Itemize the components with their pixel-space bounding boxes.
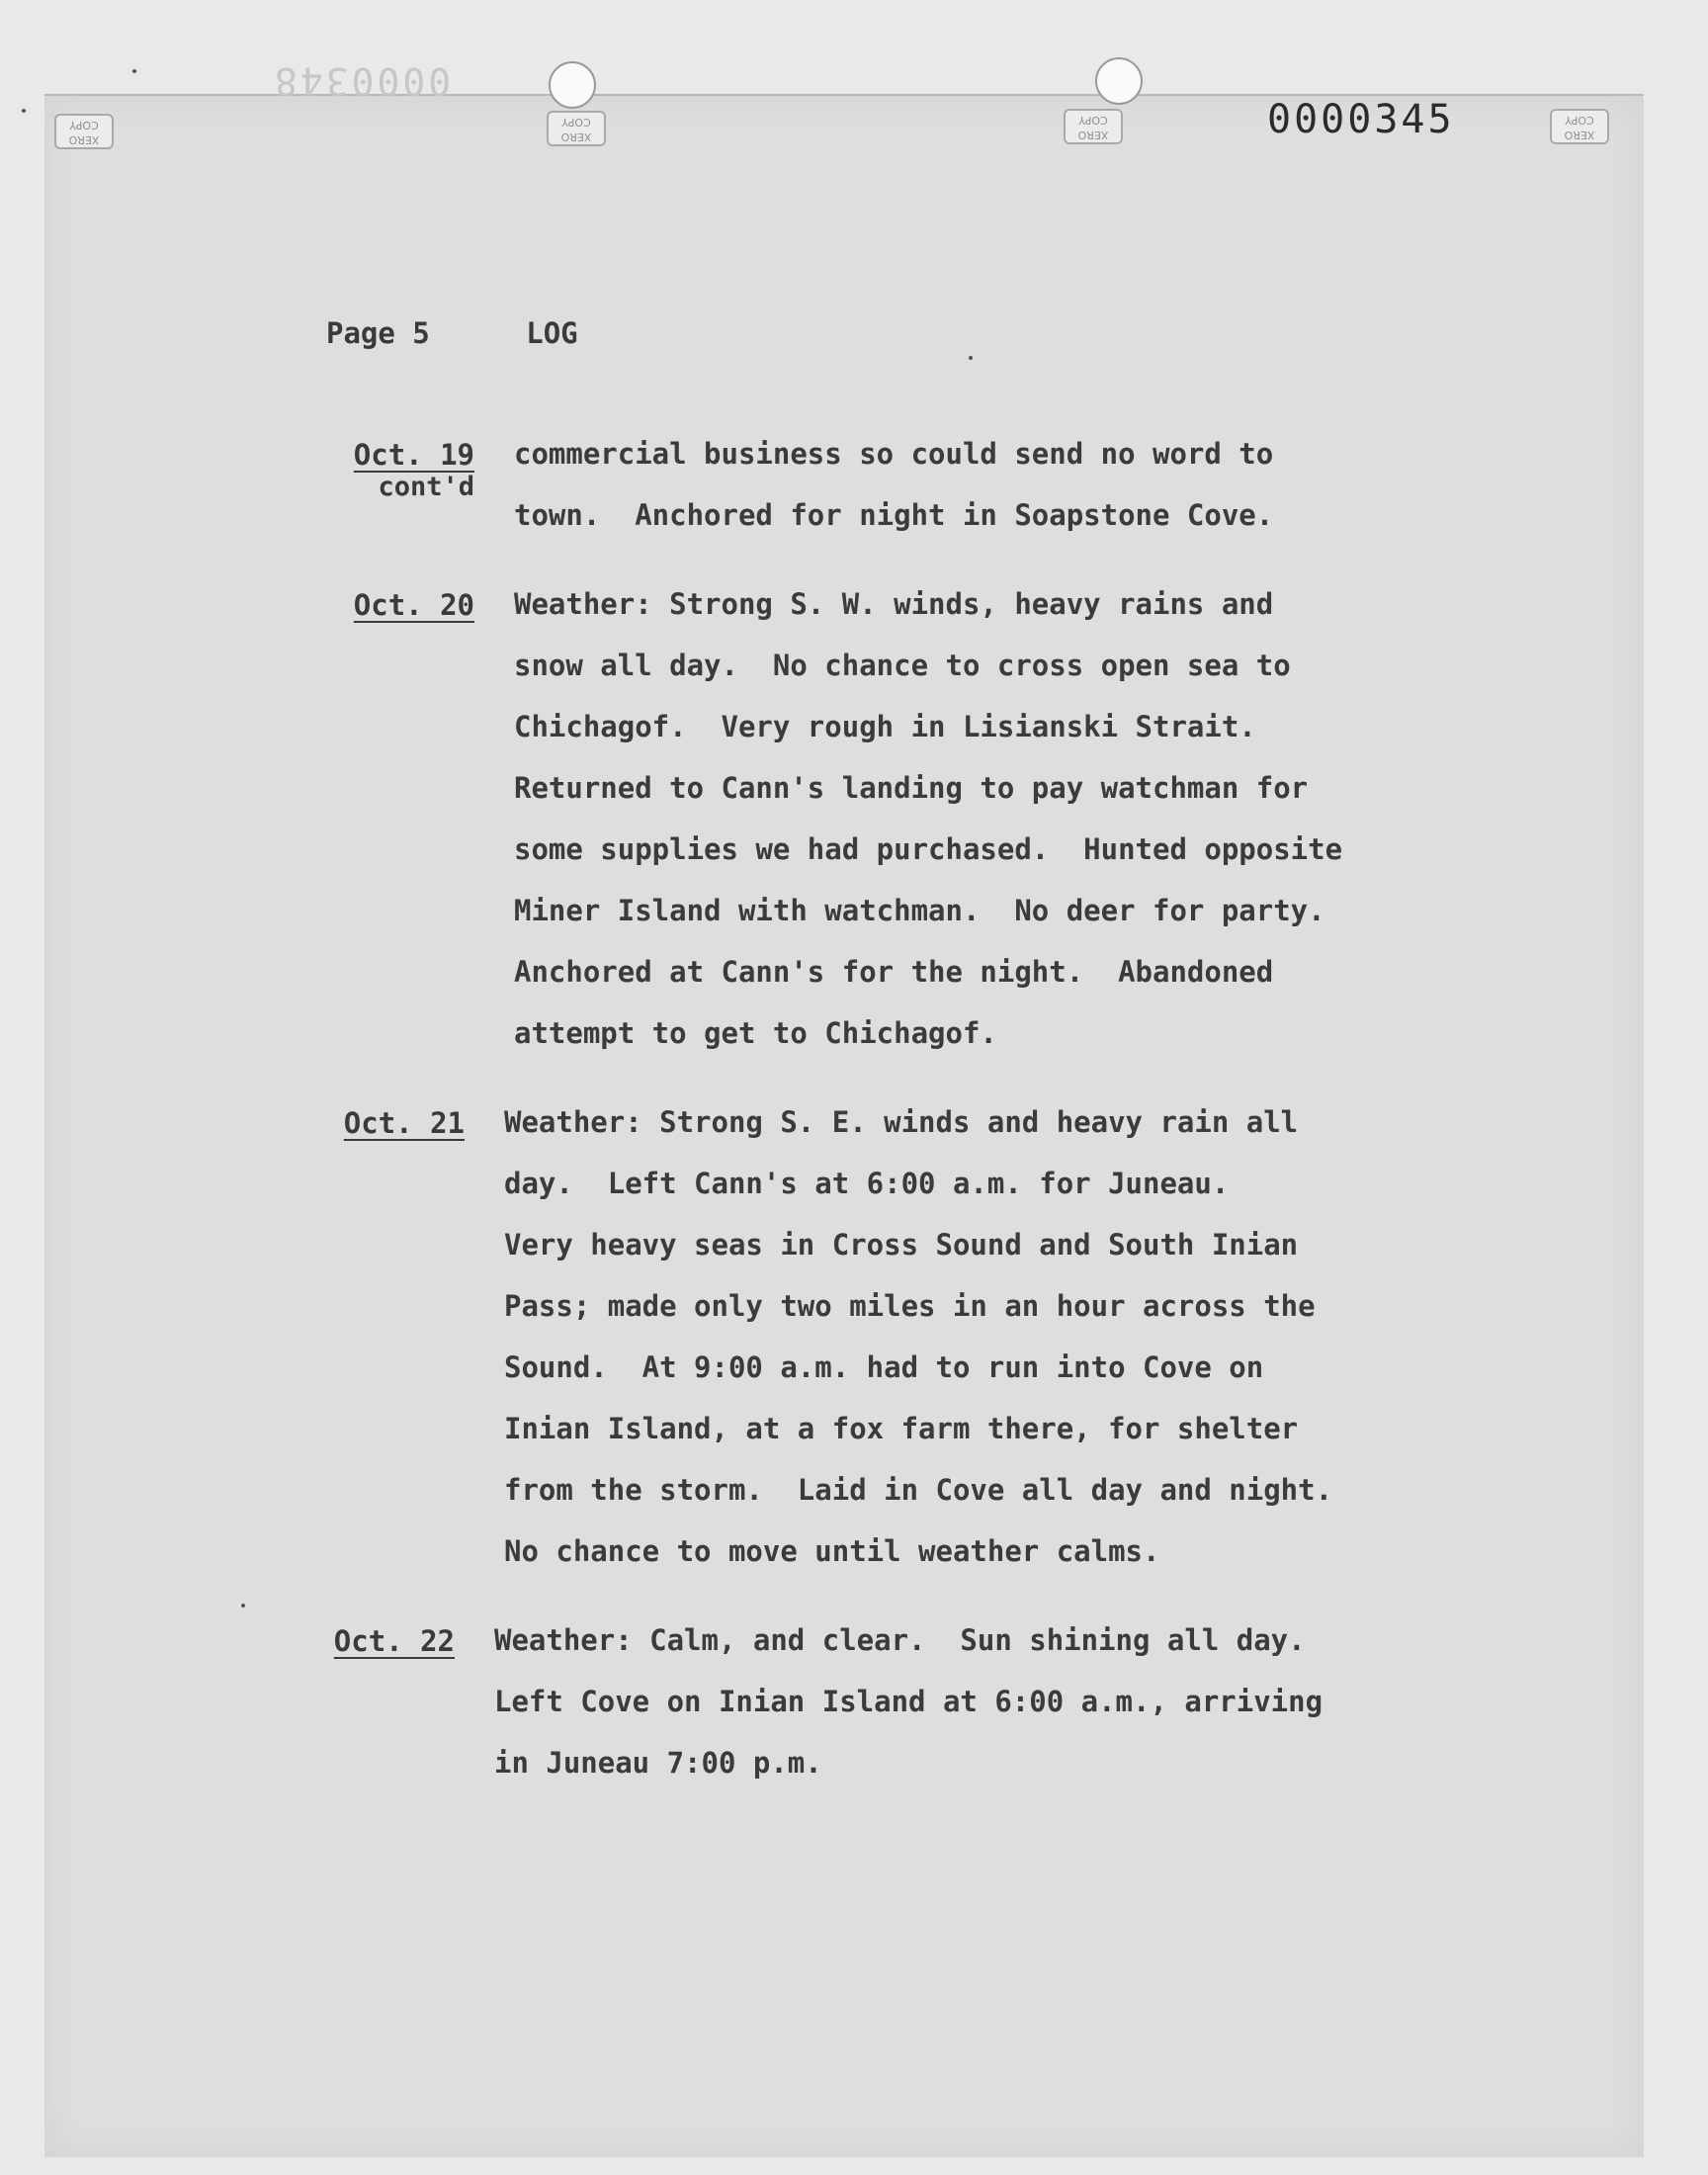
xero-copy-stamp: XERO COPY (1550, 109, 1609, 144)
punch-hole-left (549, 61, 596, 109)
log-entry (277, 1621, 1433, 1793)
entry-line: in Juneau 7:00 p.m. (494, 1746, 822, 1780)
entry-line: No chance to move until weather calms. (504, 1534, 1160, 1568)
entry-line: day. Left Cann's at 6:00 a.m. for Juneau. (504, 1167, 1230, 1200)
entry-line: Anchored at Cann's for the night. Abandoned (514, 955, 1274, 989)
entry-line: from the storm. Laid in Cove all day and night. (504, 1473, 1333, 1507)
entry-line: some supplies we had purchased. Hunted opposite (514, 832, 1343, 866)
entry-line: Left Cove on Inian Island at 6:00 a.m., arriving (494, 1685, 1324, 1718)
entry-date: Oct. 20 (353, 588, 474, 622)
xero-copy-stamp: XERO COPY (1064, 109, 1123, 144)
entry-line: Weather: Strong S. W. winds, heavy rains and (514, 587, 1274, 621)
entry-text (504, 1091, 1433, 1582)
entry-date-block (297, 435, 514, 546)
entry-text (494, 1610, 1433, 1793)
log-entry (287, 1103, 1433, 1582)
entry-line: Weather: Strong S. E. winds and heavy rain all (504, 1105, 1299, 1139)
speck (969, 356, 973, 360)
xero-copy-stamp: XERO COPY (547, 111, 606, 146)
entry-line: town. Anchored for night in Soapstone Cove. (514, 498, 1274, 532)
log-entries (297, 435, 1433, 1833)
speck (241, 1604, 245, 1608)
entry-line: Sound. At 9:00 a.m. had to run into Cove on (504, 1350, 1264, 1384)
entry-line: Weather: Calm, and clear. Sun shining all day. (494, 1623, 1306, 1657)
punch-hole-right (1095, 57, 1143, 105)
log-entry (297, 585, 1433, 1064)
ghost-document-number: 0000348 (272, 59, 452, 103)
document-number: 0000345 (1267, 97, 1455, 142)
speck (22, 109, 26, 113)
log-entry (297, 435, 1433, 546)
entry-line: Very heavy seas in Cross Sound and South Inian (504, 1228, 1299, 1262)
entry-line: snow all day. No chance to cross open sea to (514, 649, 1291, 682)
entry-text (514, 573, 1433, 1064)
entry-date: Oct. 22 (333, 1624, 455, 1658)
entry-line: Miner Island with watchman. No deer for party. (514, 894, 1325, 927)
page-header (326, 316, 657, 350)
xero-copy-stamp: XERO COPY (54, 114, 114, 149)
entry-line: Chichagof. Very rough in Lisianski Strait. (514, 710, 1256, 743)
speck (132, 69, 136, 73)
entry-line: Pass; made only two miles in an hour across the (504, 1289, 1316, 1323)
entry-date-block (287, 1103, 504, 1582)
entry-text (514, 423, 1433, 546)
entry-continued: cont'd (378, 472, 474, 502)
entry-line: attempt to get to Chichagof. (514, 1016, 997, 1050)
log-title: LOG (526, 316, 578, 350)
entry-line: Inian Island, at a fox farm there, for shelter (504, 1412, 1299, 1445)
entry-date-block (297, 585, 514, 1064)
entry-line: Returned to Cann's landing to pay watchman for (514, 771, 1309, 805)
entry-line: commercial business so could send no word to (514, 437, 1274, 471)
page-label: Page 5 (326, 316, 430, 350)
entry-date-block (277, 1621, 494, 1793)
entry-date: Oct. 21 (343, 1106, 465, 1140)
entry-date: Oct. 19 (353, 438, 474, 472)
